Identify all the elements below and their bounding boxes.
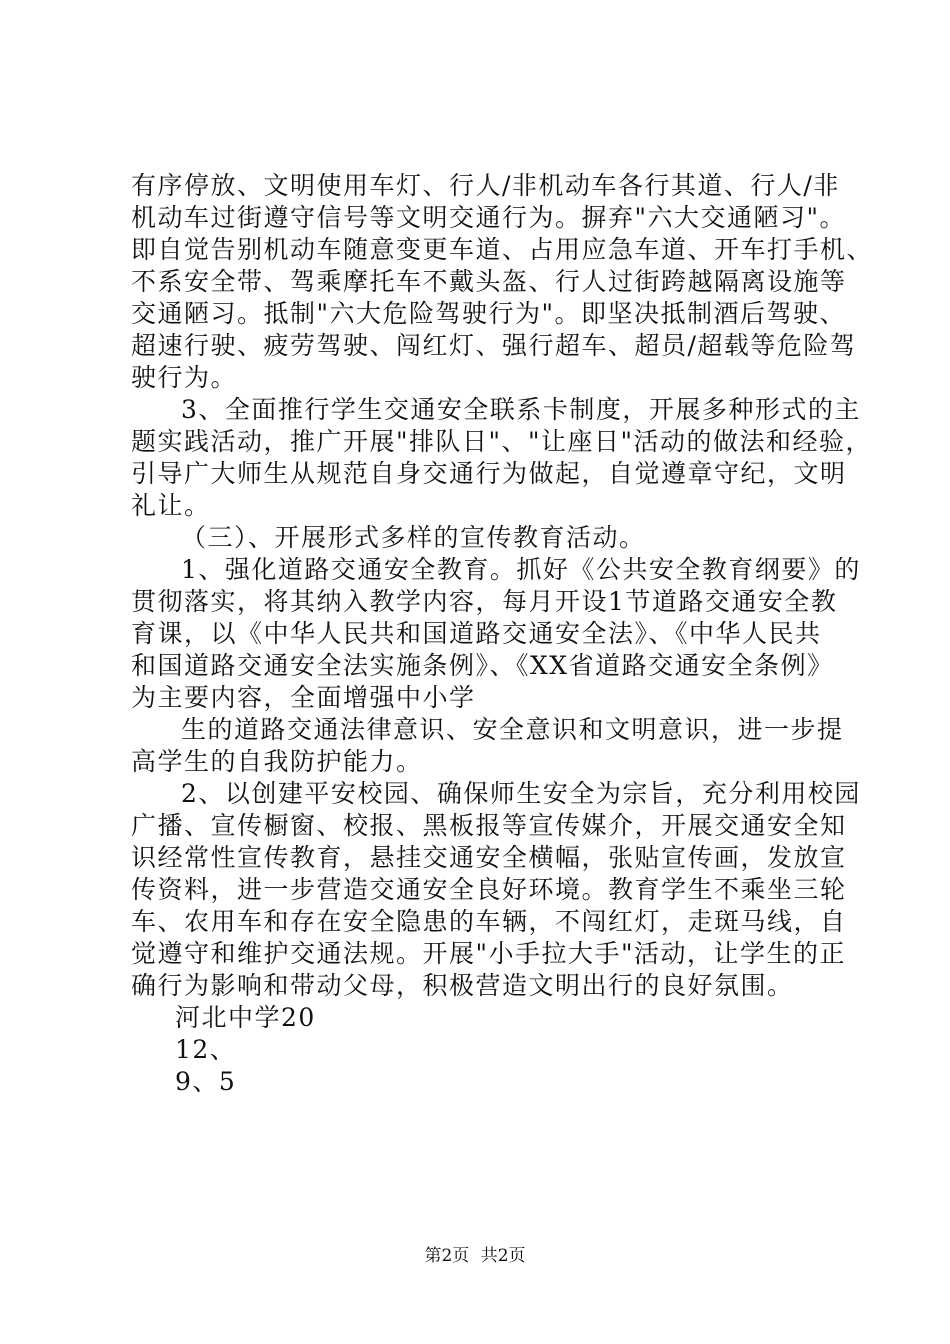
signature-date-part: 9、5 <box>175 1067 237 1096</box>
paragraph-start-line: 2、以创建平安校园、确保师生安全为宗旨，充分利用校园 <box>181 779 861 808</box>
text-line: 机动车过街遵守信号等文明交通行为。摒弃"六大交通陋习"。 <box>131 203 847 232</box>
section-heading: （三）、开展形式多样的宣传教育活动。 <box>181 523 646 552</box>
text-line: 广播、宣传橱窗、校报、黑板报等宣传媒介，开展交通安全知 <box>131 811 847 840</box>
text-line: 确行为影响和带动父母，积极营造文明出行的良好氛围。 <box>131 971 794 1000</box>
text-line: 传资料，进一步营造交通安全良好环境。教育学生不乘坐三轮 <box>131 875 847 904</box>
text-line: 有序停放、文明使用车灯、行人/非机动车各行其道、行人/非 <box>131 171 840 200</box>
signature-school: 河北中学20 <box>175 1003 316 1032</box>
text-line: 育课，以《中华人民共和国道路交通安全法》、《中华人民共 <box>131 619 822 648</box>
text-line: 觉遵守和维护交通法规。开展"小手拉大手"活动，让学生的正 <box>131 939 847 968</box>
text-line: 识经常性宣传教育，悬挂交通安全横幅，张贴宣传画，发放宣 <box>131 843 847 872</box>
signature-date-part: 12、 <box>175 1035 237 1064</box>
text-line: 高学生的自我防护能力。 <box>131 747 423 776</box>
text-line: 贯彻落实，将其纳入教学内容，每月开设1节道路交通安全教 <box>131 587 838 616</box>
text-line: 引导广大师生从规范自身交通行为做起，自觉遵章守纪，文明 <box>131 459 847 488</box>
paragraph-start-line: 1、强化道路交通安全教育。抓好《公共安全教育纲要》的 <box>181 555 861 584</box>
text-line: 即自觉告别机动车随意变更车道、占用应急车道、开车打手机、 <box>131 235 874 264</box>
page-footer <box>0 1244 950 1268</box>
text-line: 驶行为。 <box>131 363 238 392</box>
text-line: 和国道路交通安全法实施条例》、《XX省道路交通安全条例》 <box>131 651 834 680</box>
text-line: 车、农用车和存在安全隐患的车辆，不闯红灯，走斑马线，自 <box>131 907 847 936</box>
document-body <box>131 170 874 1098</box>
paragraph-start-line: 生的道路交通法律意识、安全意识和文明意识，进一步提 <box>181 715 844 744</box>
text-line: 礼让。 <box>131 491 211 520</box>
text-line: 交通陋习。抵制"六大危险驾驶行为"。即坚决抵制酒后驾驶、 <box>131 299 847 328</box>
page-number-total: 共2页 <box>480 1246 526 1266</box>
paragraph-start-line: 3、全面推行学生交通安全联系卡制度，开展多种形式的主 <box>181 395 861 424</box>
text-line: 题实践活动，推广开展"排队日"、"让座日"活动的做法和经验， <box>131 427 872 456</box>
text-line: 为主要内容，全面增强中小学 <box>131 683 476 712</box>
text-line: 超速行驶、疲劳驾驶、闯红灯、强行超车、超员/超载等危险驾 <box>131 331 857 360</box>
text-line: 不系安全带、驾乘摩托车不戴头盔、行人过街跨越隔离设施等 <box>131 267 847 296</box>
page-number-current: 第2页 <box>424 1246 470 1266</box>
